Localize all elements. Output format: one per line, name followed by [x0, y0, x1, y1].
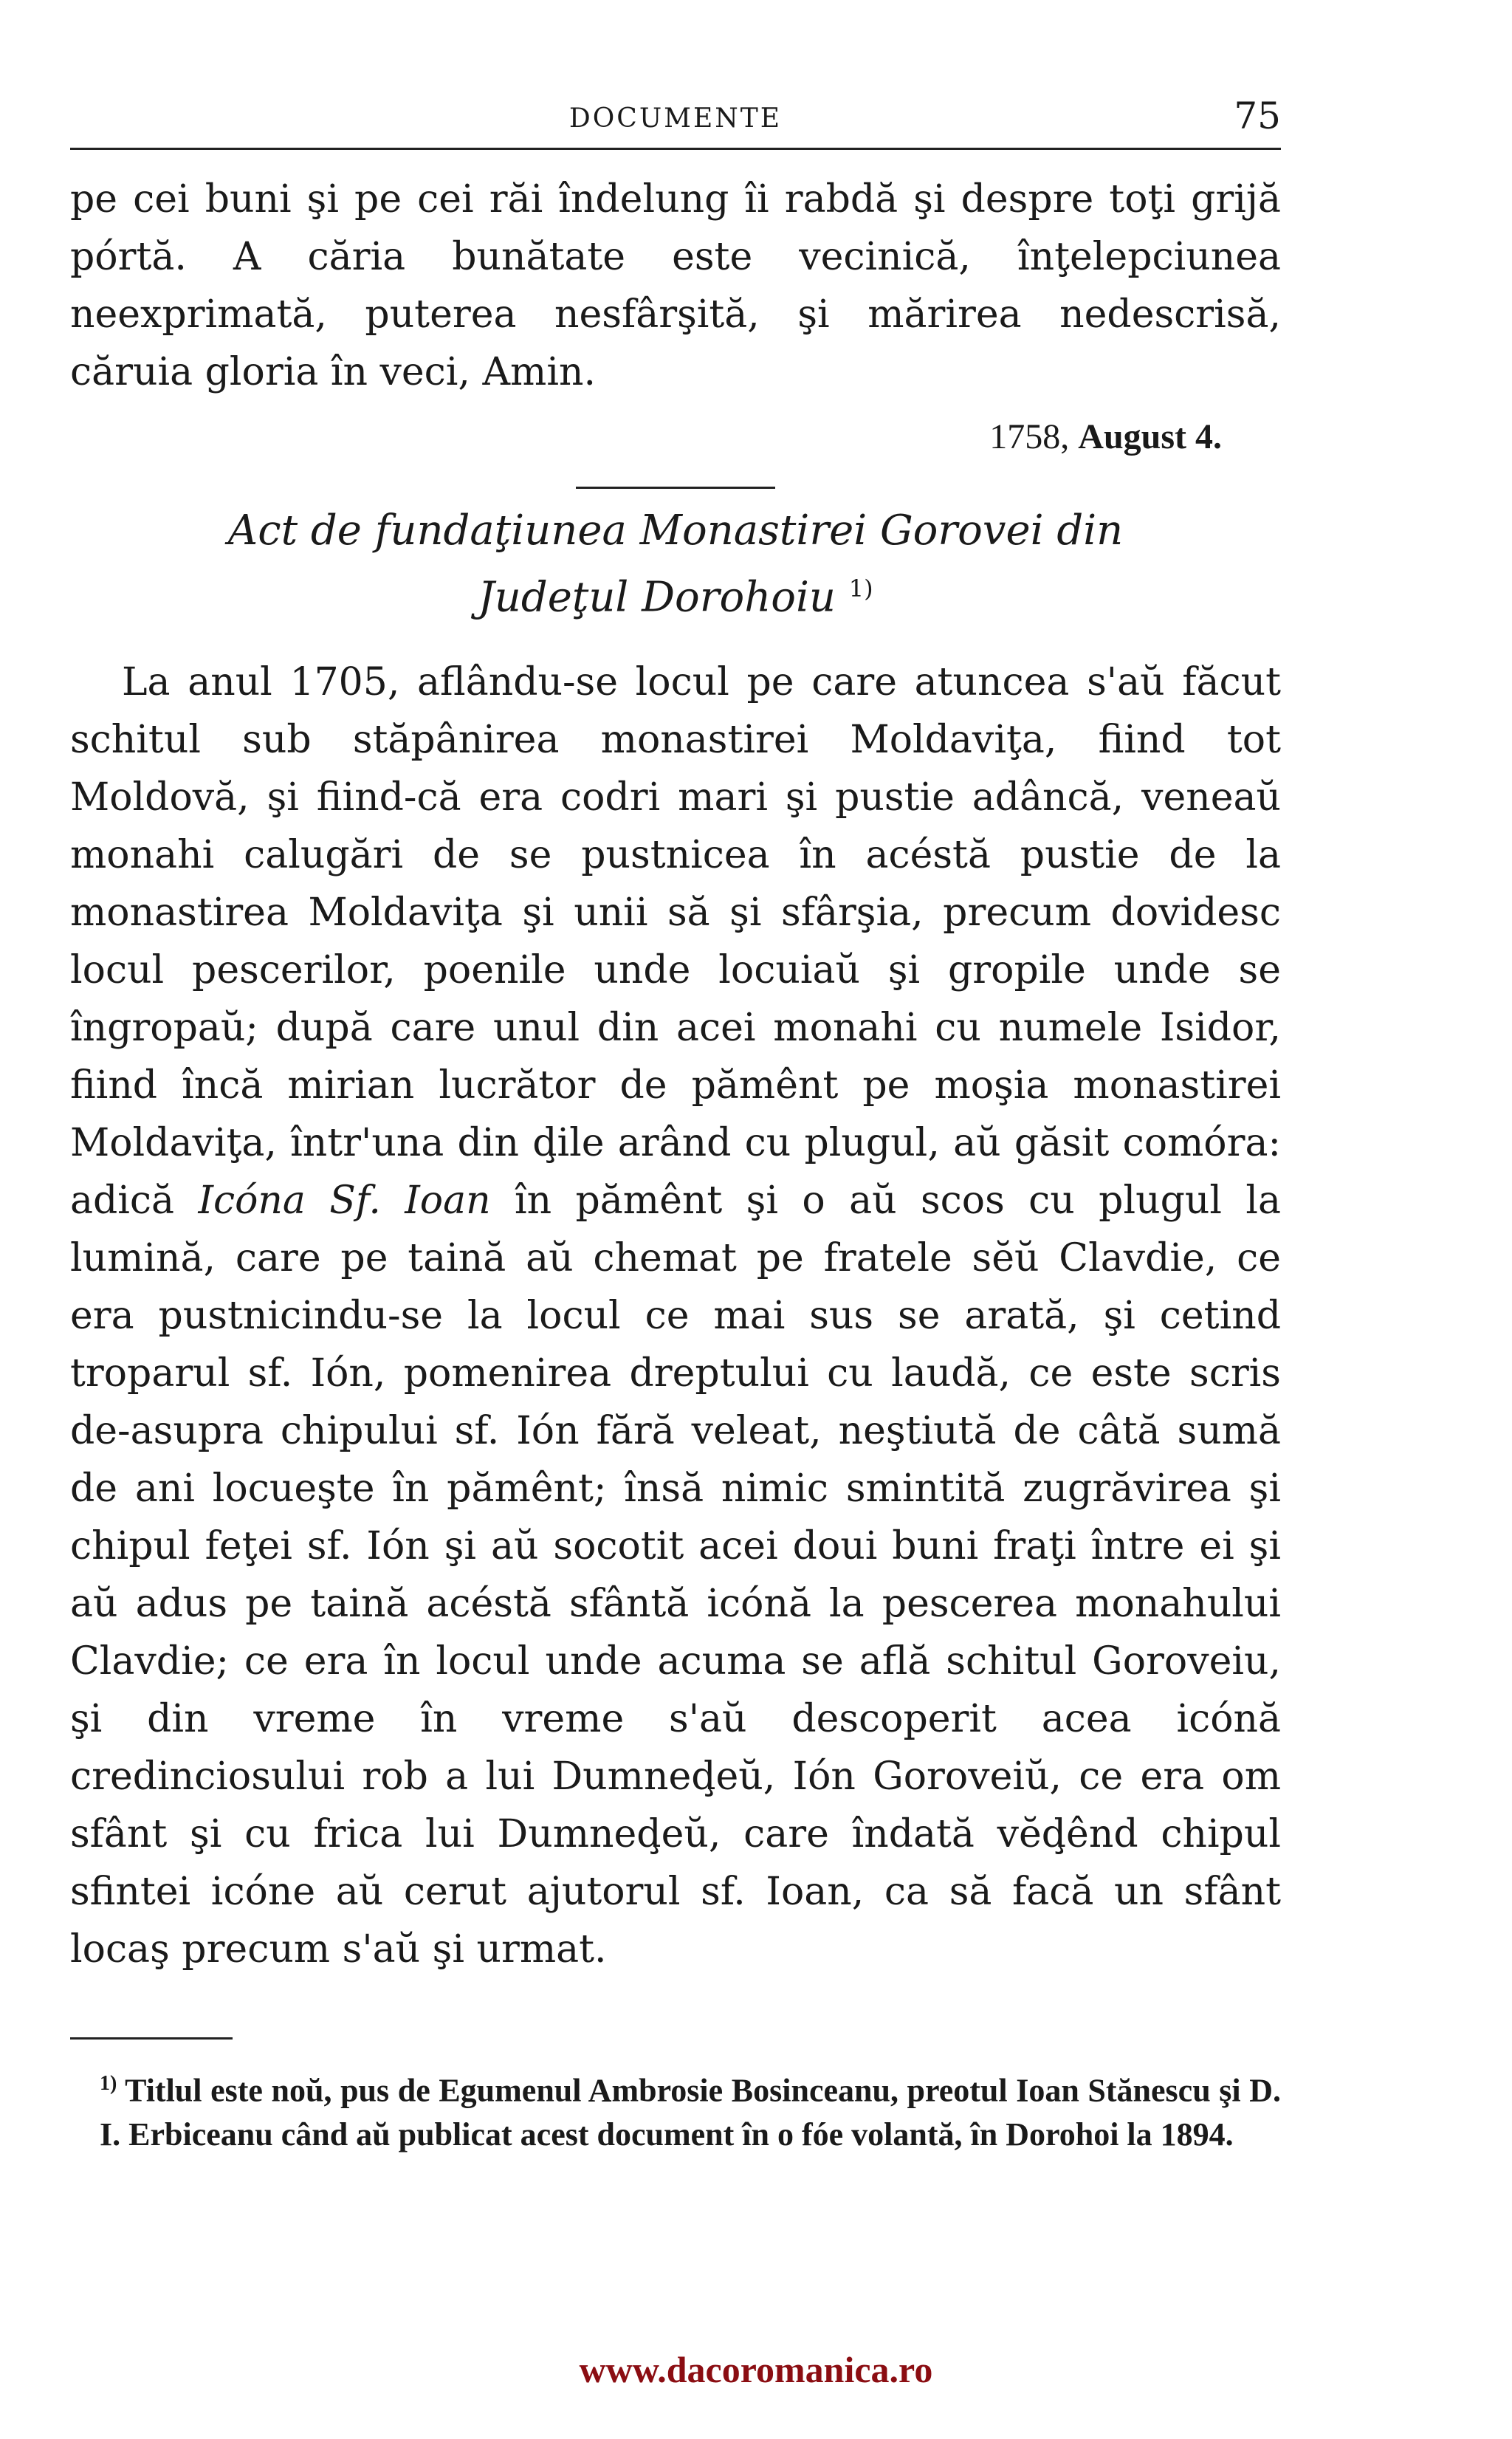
act-title	[70, 502, 1281, 627]
date-month-day: August 4.	[1078, 417, 1222, 456]
running-head: DOCUMENTE	[568, 103, 783, 134]
main-paragraph-part2: în pămênt şi o aŭ scos cu plugul la lumină, care pe taină aŭ chemat pe fratele sĕŭ Clavdie, ce era pustnicindu-se la locul ce mai sus se arată, şi cetind troparul sf. Ión, pomenirea dreptului cu laudă, ce este scris de-asupra chipului sf. Ión fără veleat, neştiută de câtă sumă de ani locueşte în pămênt; însă nimic smintită zugrăvirea şi chipul feţei sf. Ión şi aŭ socotit acei doui buni fraţi între ei şi aŭ adus pe taină acéstă sfântă icónă la pescerea monahului Clavdie; ce era în locul unde acuma se află schitul Goroveiu, şi din vreme în vreme s'aŭ descoperit acea icónă credinciosului rob a lui Dumneḑeŭ, Ión Goroveiŭ, ce era om sfânt şi cu frica lui Dumneḑeŭ, care îndată vĕḑênd chipul sfintei icóne aŭ cerut ajutorul sf. Ioan, ca să facă un sfânt locaş precum s'aŭ şi urmat.	[70, 1178, 1282, 1972]
icon-title-phrase: Icóna Sf. Ioan	[198, 1178, 491, 1223]
footnote-text: Titlul este noŭ, pus de Egumenul Ambrosie Bosinceanu, preotul Ioan Stănescu şi D. I. Erbiceanu când aŭ publicat acest document în o fóe volantă, în Dorohoi la 1894.	[100, 2072, 1281, 2153]
act-title-line2: Judeţul Dorohoiu	[478, 573, 836, 622]
section-divider	[576, 487, 775, 489]
source-watermark: www.dacoromanica.ro	[579, 2349, 933, 2390]
footnote	[70, 2062, 1281, 2158]
main-paragraph	[70, 654, 1281, 1978]
date-line	[70, 408, 1281, 466]
footnote-reference: 1)	[848, 574, 873, 603]
footnote-marker: 1)	[100, 2071, 117, 2095]
page-number: 75	[1234, 95, 1281, 137]
footnote-divider	[70, 2037, 233, 2040]
date-year: 1758,	[989, 417, 1070, 456]
document-page	[70, 89, 1281, 2157]
main-paragraph-part1: La anul 1705, aflându-se locul pe care atuncea s'aŭ făcut schitul sub stăpânirea monastirei Moldaviţa, fiind tot Moldovă, şi fiind-că era codri mari şi pustie adâncă, veneaŭ monahi calugări de se pustnicea în acéstă pustie de la monastirea Moldaviţa şi unii să şi sfârşia, precum dovidesc locul pescerilor, poenile unde locuiaŭ şi gropile unde se îngropaŭ; după care unul din acei monahi cu numele Isidor, fiind încă mirian lucrător de pămênt pe moşia monastirei Moldaviţa, într'una din ḑile arând cu plugul, aŭ găsit comóra: adică	[70, 659, 1281, 1223]
act-title-line1: Act de fundaţiunea Monastirei Gorovei din	[227, 507, 1124, 555]
page-header	[70, 89, 1281, 150]
opening-paragraph: pe cei buni şi pe cei răi îndelung îi rabdă şi despre toţi grijă pórtă. A căria bunătate este veciniсă, înţelepciunea neexprimată, puterea nesfârşită, şi mărirea nedescrisă, căruia gloria în veci, Amin.	[70, 177, 1281, 394]
